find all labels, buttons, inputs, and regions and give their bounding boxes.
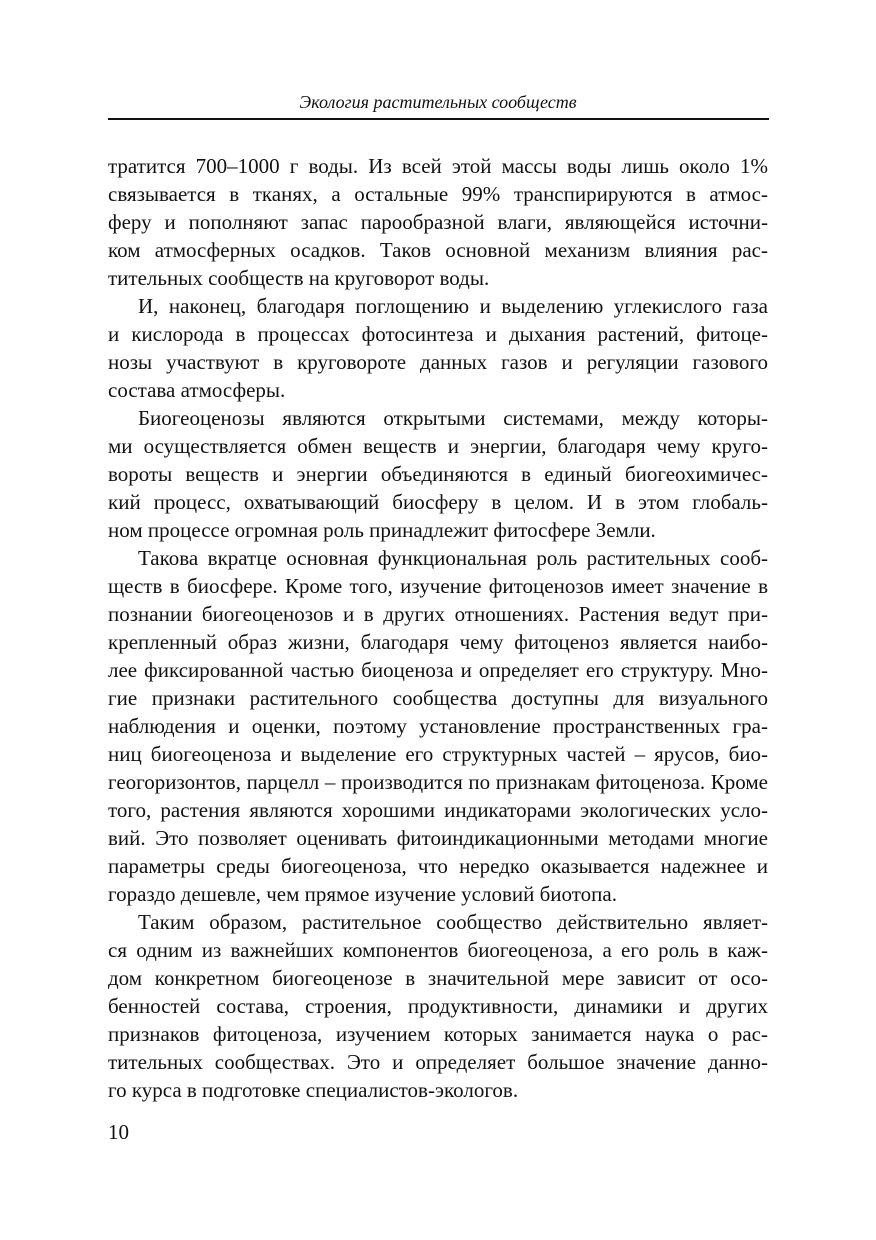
text-line: бенностей состава, строения, продуктивности, динамики и других — [108, 994, 768, 1018]
running-header: Экология растительных сообществ — [299, 92, 577, 112]
text-line: связывается в тканях, а остальные 99% транспирируются в атмос- — [108, 182, 768, 206]
text-line: го курса в подготовке специалистов-экологов. — [108, 1078, 519, 1102]
text-line: геогоризонтов, парцелл – производится по признакам фитоценоза. Кроме — [108, 770, 768, 794]
text-line: тратится 700–1000 г воды. Из всей этой массы воды лишь около 1% — [108, 154, 768, 178]
text-line: ком атмосферных осадков. Таков основной механизм влияния рас- — [108, 238, 768, 262]
text-line: признаков фитоценоза, изучением которых занимается наука о рас- — [108, 1022, 768, 1046]
text-line: ми осуществляется обмен веществ и энергии, благодаря чему круго- — [108, 434, 768, 458]
text-line: лее фиксированной частью биоценоза и определяет его структуру. Мно- — [108, 658, 768, 682]
text-line: тительных сообществах. Это и определяет большое значение данно- — [108, 1050, 768, 1074]
text-line: познании биогеоценозов и в других отношениях. Растения ведут при- — [108, 602, 768, 626]
text-line: гие признаки растительного сообщества доступны для визуального — [108, 686, 768, 710]
text-line: наблюдения и оценки, поэтому установление пространственных гра- — [108, 714, 768, 738]
text-line: и кислорода в процессах фотосинтеза и дыхания растений, фитоце- — [108, 322, 768, 346]
text-line: феру и пополняют запас парообразной влаги, являющейся источни- — [108, 210, 768, 234]
text-line: параметры среды биогеоценоза, что нередко оказывается надежнее и — [108, 854, 768, 878]
text-line: нозы участвуют в круговороте данных газов и регуляции газового — [108, 350, 768, 374]
text-line: ниц биогеоценоза и выделение его структурных частей – ярусов, био- — [108, 742, 768, 766]
text-line: Такова вкратце основная функциональная роль растительных сооб- — [138, 546, 768, 570]
text-line: ся одним из важнейших компонентов биогеоценоза, а его роль в каж- — [108, 938, 768, 962]
text-line: Таким образом, растительное сообщество действительно являет- — [138, 910, 768, 934]
text-line: кий процесс, охватывающий биосферу в целом. И в этом глобаль- — [108, 490, 768, 514]
text-line: тительных сообществ на круговорот воды. — [108, 266, 490, 290]
text-line: вий. Это позволяет оценивать фитоиндикационными методами многие — [108, 826, 768, 850]
text-line: гораздо дешевле, чем прямое изучение условий биотопа. — [108, 882, 617, 906]
text-line: крепленный образ жизни, благодаря чему фитоценоз является наибо- — [108, 630, 768, 654]
page-number: 10 — [108, 1120, 129, 1144]
text-line: И, наконец, благодаря поглощению и выделению углекислого газа — [138, 294, 768, 318]
text-line: состава атмосферы. — [108, 378, 286, 402]
text-line: Биогеоценозы являются открытыми системами, между которы- — [138, 406, 768, 430]
text-line: вороты веществ и энергии объединяются в единый биогеохимичес- — [108, 462, 768, 486]
text-line: того, растения являются хорошими индикаторами экологических усло- — [108, 798, 768, 822]
text-line: ществ в биосфере. Кроме того, изучение фитоценозов имеет значение в — [108, 574, 768, 598]
text-line: ном процессе огромная роль принадлежит фитосфере Земли. — [108, 518, 656, 542]
text-line: дом конкретном биогеоценозе в значительной мере зависит от осо- — [108, 966, 768, 990]
body-text — [108, 0, 768, 1240]
